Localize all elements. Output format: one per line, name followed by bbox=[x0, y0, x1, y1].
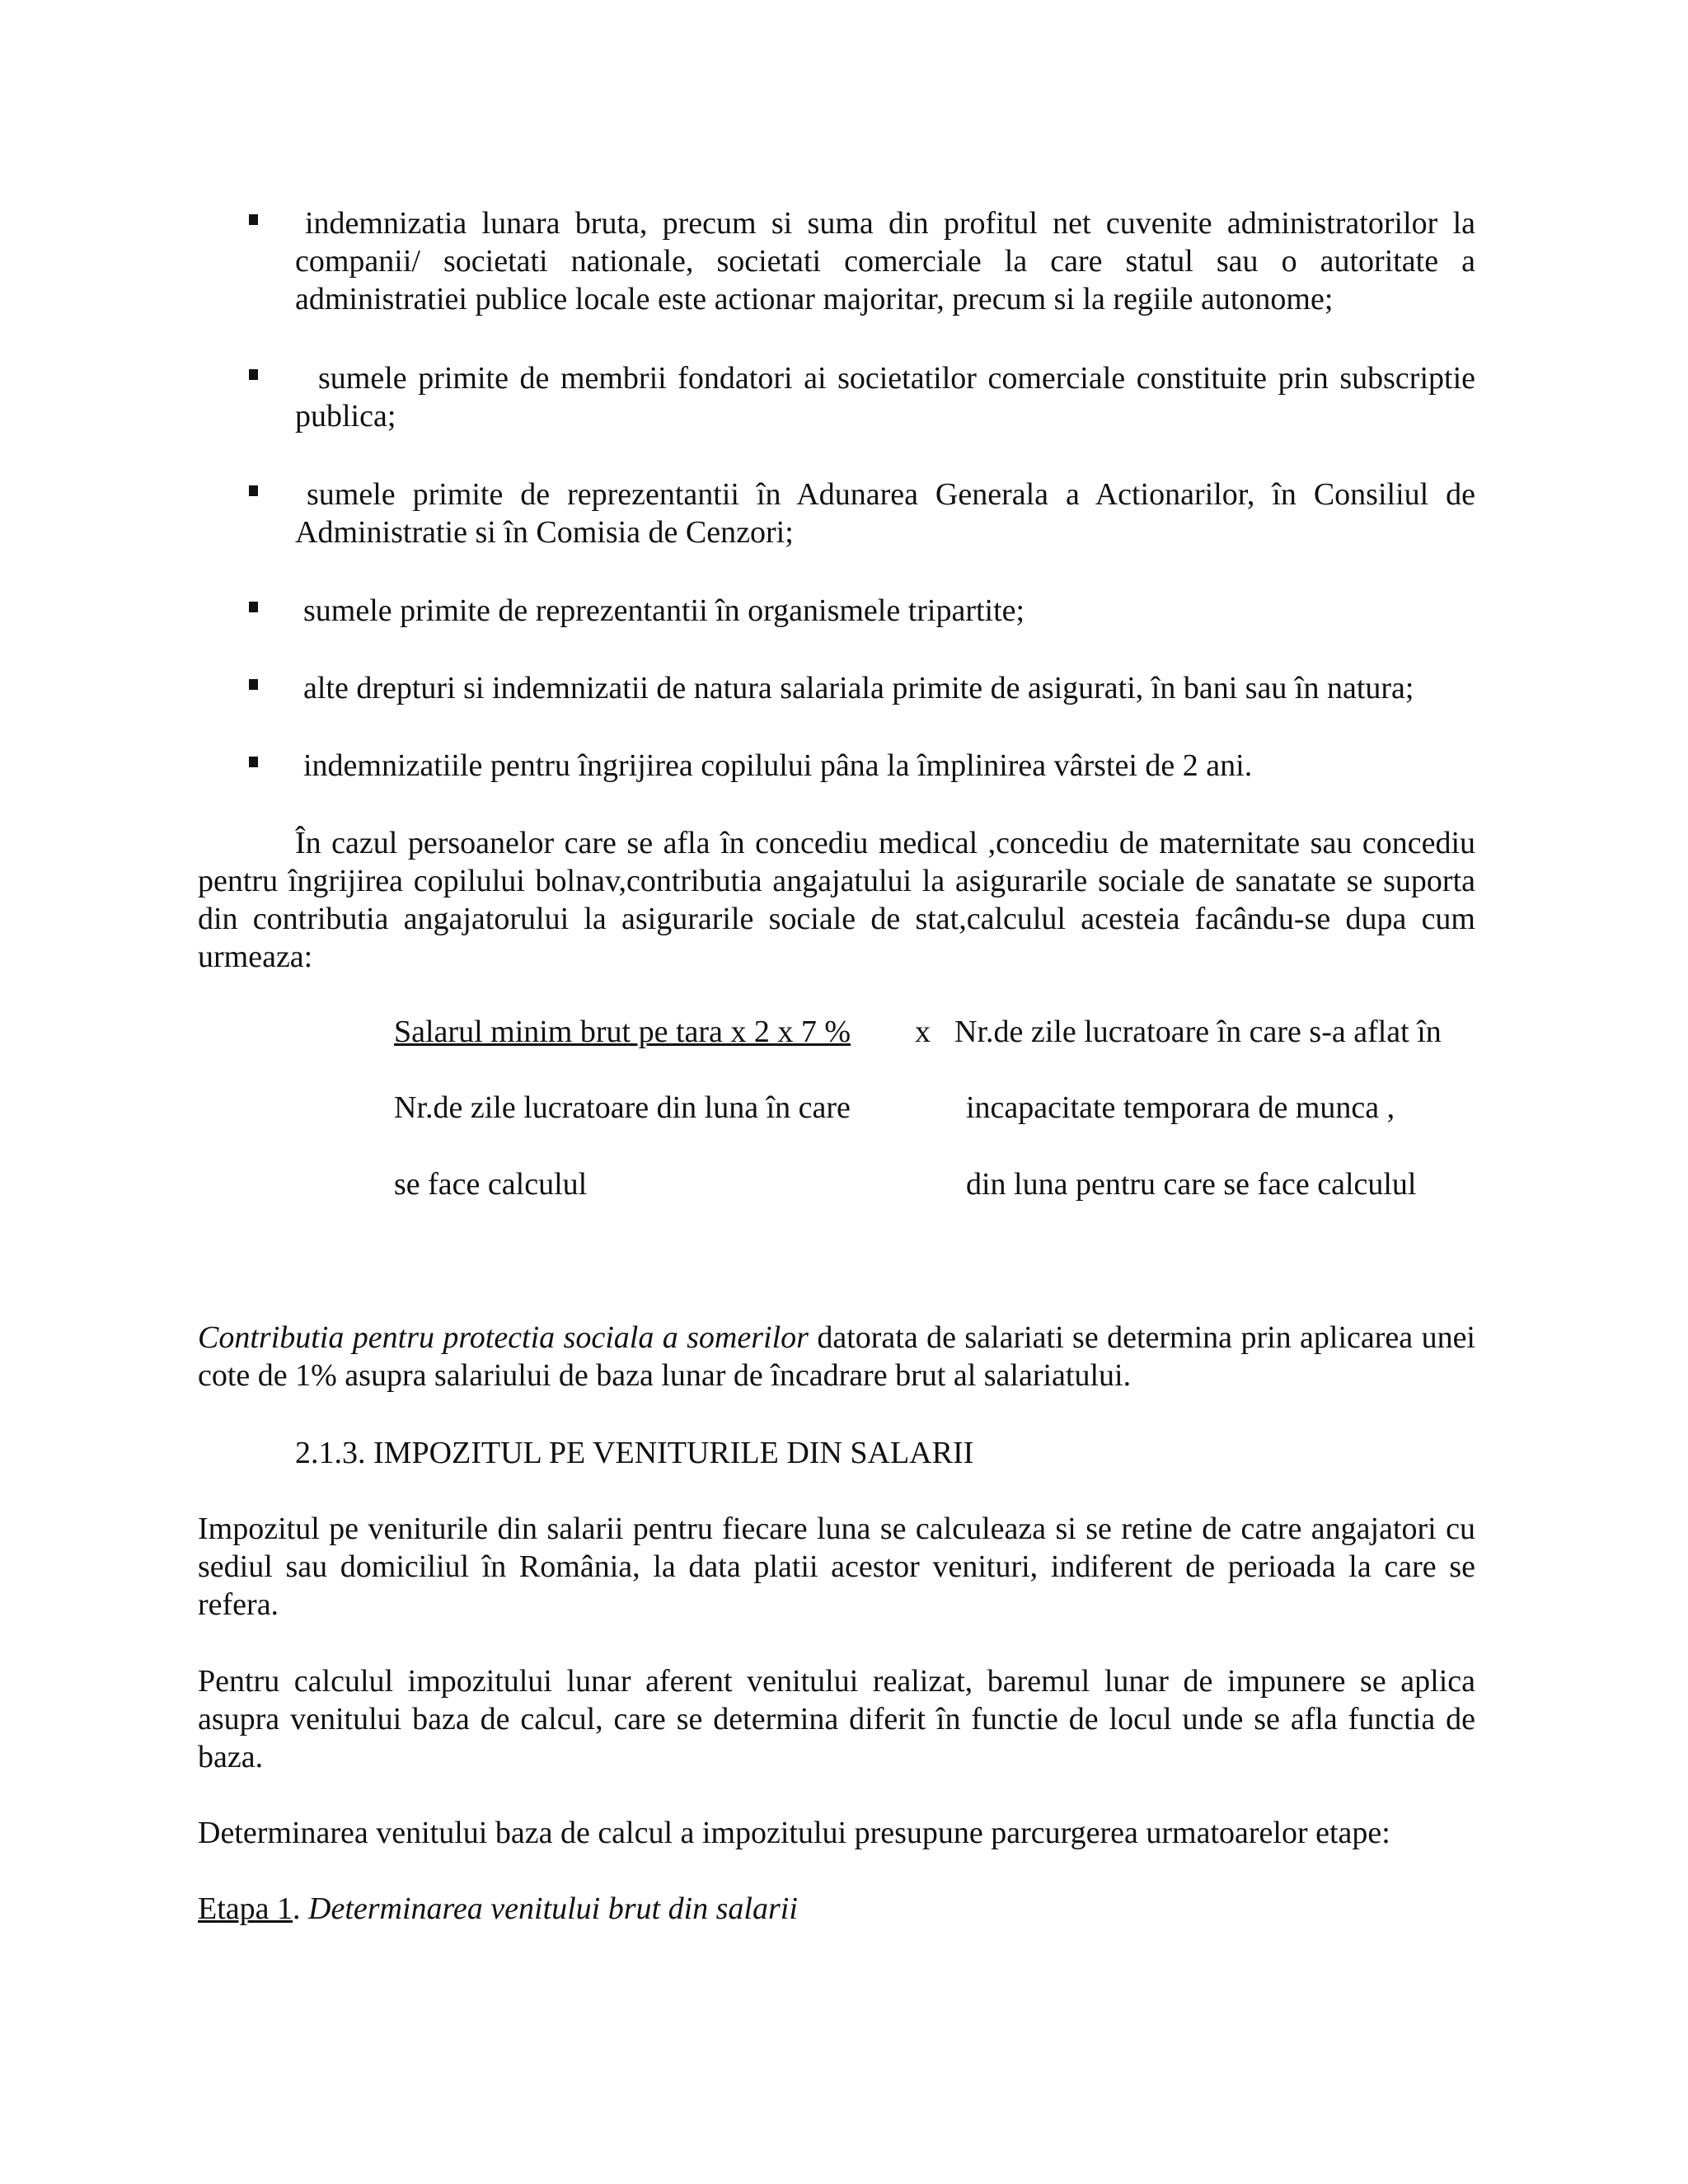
section-heading: 2.1.3. IMPOZITUL PE VENITURILE DIN SALARII bbox=[295, 1436, 974, 1470]
list-item-text: indemnizatia lunara bruta, precum si suma din profitul net cuvenite administratorilor la companii/ societati nationale, societati comerciale la care statul sau o autoritate a administratiei publice locale este actionar majoritar, precum si la regiile autonome; bbox=[295, 206, 1475, 316]
formula-right-line-1: Nr.de zile lucratoare în care s-a aflat în bbox=[954, 1015, 1442, 1049]
square-bullet-icon bbox=[249, 485, 258, 496]
square-bullet-icon bbox=[249, 214, 258, 225]
list-item-text: indemnizatiile pentru îngrijirea copilului pâna la împlinirea vârstei de 2 ani. bbox=[303, 748, 1253, 783]
formula-row-1 bbox=[0, 1013, 1688, 1051]
formula-denominator-line-2: se face calculul bbox=[394, 1167, 588, 1202]
formula-right-line-2: incapacitate temporara de munca , bbox=[966, 1090, 1395, 1125]
paragraph-somaj bbox=[198, 1319, 1475, 1394]
etapa-heading bbox=[198, 1890, 1475, 1928]
list-item-text: alte drepturi si indemnizatii de natura salariala primite de asigurati, în bani sau în natura; bbox=[303, 671, 1414, 705]
etapa-label: Etapa 1 bbox=[198, 1891, 293, 1926]
square-bullet-icon bbox=[249, 679, 258, 690]
formula-times-sign: x bbox=[915, 1015, 931, 1049]
paragraph-etape: Determinarea venitului baza de calcul a impozitului presupune parcurgerea urmatoarelor etape: bbox=[198, 1816, 1390, 1850]
list-item-text: sumele primite de membrii fondatori ai societatilor comerciale constituite prin subscriptie publica; bbox=[295, 361, 1475, 434]
formula-right-line-3: din luna pentru care se face calculul bbox=[966, 1167, 1417, 1202]
etapa-dot: . bbox=[293, 1891, 301, 1926]
square-bullet-icon bbox=[249, 602, 258, 612]
paragraph-impozit: Impozitul pe veniturile din salarii pentru fiecare luna se calculeaza si se retine de catre angajatori cu sediul sau domiciliul în România, la data platii acestor venituri, indiferent de perioada la care se refera. bbox=[198, 1511, 1475, 1622]
formula-row-3 bbox=[0, 1165, 1688, 1203]
paragraph-baremul: Pentru calculul impozitului lunar aferent venitului realizat, baremul lunar de impunere se aplica asupra venitului baza de calcul, care se determina diferit în functie de locul unde se afla functia de baza. bbox=[198, 1664, 1475, 1774]
paragraph-concediu: În cazul persoanelor care se afla în concediu medical ,concediu de maternitate sau concediu pentru îngrijirea copilului bolnav,contributia angajatului la asigurarile sociale de sanatate se suporta din contributia angajatorului la asigurarile sociale de stat,calculul acesteia facându-se dupa cum urmeaza: bbox=[198, 826, 1475, 974]
square-bullet-icon bbox=[249, 757, 258, 767]
list-item-text: sumele primite de reprezentantii în Adunarea Generala a Actionarilor, în Consiliul de Administratie si în Comisia de Cenzori; bbox=[295, 477, 1475, 550]
list-item bbox=[295, 476, 1475, 551]
formula-denominator-line-1: Nr.de zile lucratoare din luna în care bbox=[394, 1090, 851, 1125]
list-item bbox=[295, 204, 1475, 318]
formula-numerator: Salarul minim brut pe tara x 2 x 7 % bbox=[394, 1015, 851, 1049]
list-item bbox=[295, 747, 1475, 785]
list-item-text: sumele primite de reprezentantii în organismele tripartite; bbox=[303, 593, 1025, 628]
paragraph-somaj-italic-lead: Contributia pentru protectia sociala a somerilor bbox=[198, 1320, 809, 1355]
square-bullet-icon bbox=[249, 369, 258, 380]
formula-row-2 bbox=[0, 1089, 1688, 1127]
paragraph-somaj-rest: datorata de salariati se determina prin aplicarea unei cote de 1% asupra salariului de baza lunar de încadrare brut al salariatului. bbox=[198, 1320, 1475, 1393]
list-item bbox=[295, 359, 1475, 435]
list-item bbox=[295, 592, 1475, 630]
etapa-title: Determinarea venitului brut din salarii bbox=[300, 1891, 798, 1926]
list-item bbox=[295, 669, 1475, 707]
